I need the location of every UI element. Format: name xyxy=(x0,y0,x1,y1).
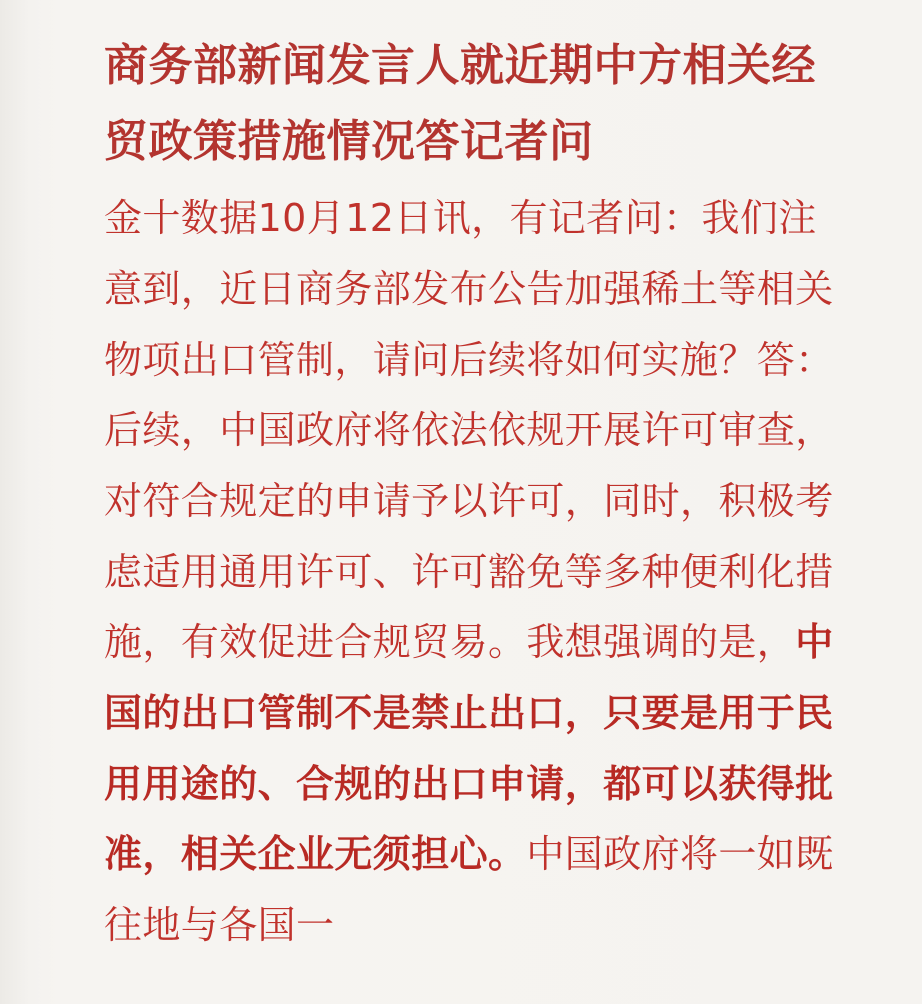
body-emphasis-text: 中国的出口管制不是禁止出口，只要是用于民用用途的、合规的出口申请，都可以获得批准，相关企业无须担心。 xyxy=(104,620,834,877)
body-paragraph-part-3: 中国政府将一如既往地与各国一 xyxy=(104,832,834,948)
article-body xyxy=(104,183,852,960)
body-paragraph-part-1: 金十数据10月12日讯，有记者问：我们注意到，近日商务部发布公告加强稀土等相关物项出口管制，请问后续将如何实施？答：后续，中国政府将依法依规开展许可审查，对符合规定的申请予以许可，同时，积极考虑适用通用许可、许可豁免等多种便利化措施，有效促进合规贸易。我想强调的是， xyxy=(104,196,834,665)
page-title: 商务部新闻发言人就近期中方相关经贸政策措施情况答记者问 xyxy=(104,40,816,167)
